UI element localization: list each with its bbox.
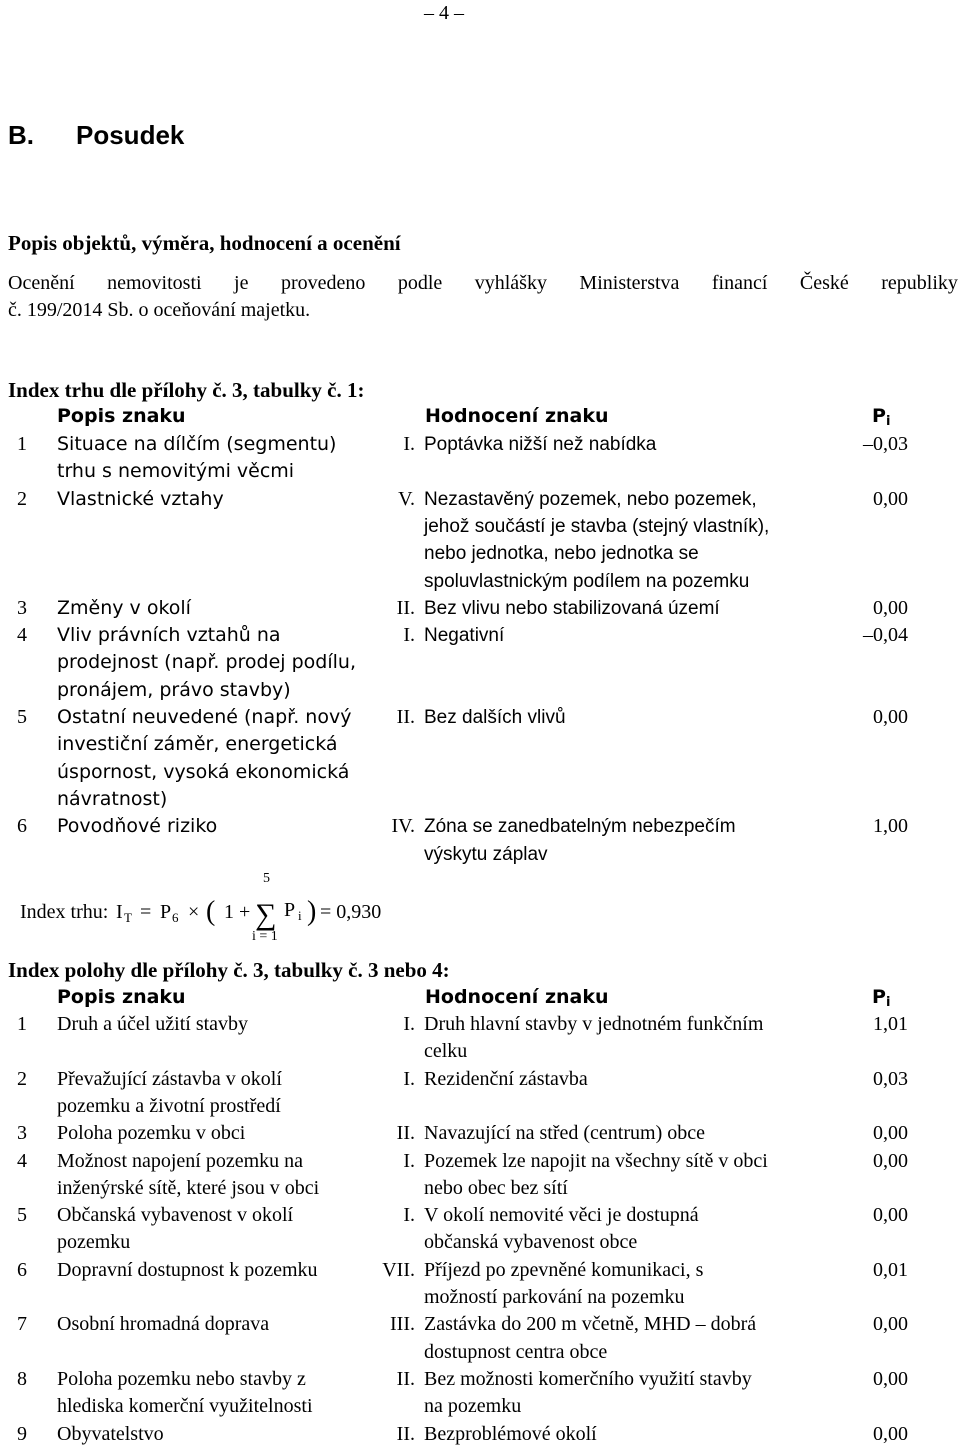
market-header-feature: Popis znaku xyxy=(57,405,186,427)
row-value: 0,00 xyxy=(873,1313,908,1336)
formula-one-plus: 1 + xyxy=(224,901,251,923)
row-rating: Poptávka nižší než nabídka xyxy=(424,434,657,455)
row-level: II. xyxy=(396,706,415,728)
row-feature: Situace na dílčím (segmentu) xyxy=(57,433,337,455)
formula-pi-sub: i xyxy=(298,908,302,923)
row-feature: prodejnost (např. prodej podílu, xyxy=(57,651,356,674)
row-number: 4 xyxy=(17,624,27,647)
row-rating: Bez dalších vlivů xyxy=(424,707,566,728)
row-rating: Bezproblémové okolí xyxy=(424,1422,597,1445)
row-level: I. xyxy=(403,1204,415,1227)
row-rating: možností parkování na pozemku xyxy=(424,1286,685,1308)
row-rating: Rezidenční zástavba xyxy=(424,1067,588,1090)
row-number: 8 xyxy=(17,1367,27,1390)
market-header-p: $P_i$ xyxy=(872,405,891,429)
row-feature: Poloha pozemku nebo stavby z xyxy=(57,1367,306,1390)
row-number: 1 xyxy=(17,433,27,455)
row-rating: Druh hlavní stavby v jednotném funkčním xyxy=(424,1013,764,1035)
section-heading xyxy=(8,122,184,149)
row-rating: nebo jednotka, nebo jednotka se xyxy=(424,543,699,565)
row-value: 0,01 xyxy=(873,1258,908,1281)
row-level: I. xyxy=(403,624,415,647)
section-letter: B. xyxy=(8,120,34,150)
row-value: –0,04 xyxy=(863,624,908,647)
row-value: –0,03 xyxy=(863,433,908,455)
row-level: IV. xyxy=(391,815,415,838)
row-rating: na pozemku xyxy=(424,1395,522,1418)
row-feature: Povodňové riziko xyxy=(57,815,218,838)
row-rating: V okolí nemovité věci je dostupná xyxy=(424,1204,699,1227)
row-rating: občanská vybavenost obce xyxy=(424,1231,638,1254)
row-number: 5 xyxy=(17,1204,27,1227)
row-rating: Bez možnosti komerčního využití stavby xyxy=(424,1367,752,1390)
row-feature: pronájem, právo stavby) xyxy=(57,678,291,701)
row-rating: Zóna se zanedbatelným nebezpečím xyxy=(424,816,736,838)
row-level: I. xyxy=(403,1013,415,1035)
row-rating: Navazující na střed (centrum) obce xyxy=(424,1122,705,1145)
row-feature: Druh a účel užití stavby xyxy=(57,1013,249,1035)
formula-times: × xyxy=(188,901,200,923)
row-rating: Pozemek lze napojit na všechny sítě v obci xyxy=(424,1149,768,1172)
row-value: 0,00 xyxy=(873,596,908,619)
formula-result: = 0,930 xyxy=(320,901,382,923)
row-rating: Nezastavěný pozemek, nebo pozemek, xyxy=(424,488,757,510)
market-header-rating: Hodnocení znaku xyxy=(425,405,609,427)
row-rating: Příjezd po zpevněné komunikaci, s xyxy=(424,1258,704,1281)
formula-paren-open: ( xyxy=(206,896,216,927)
row-number: 9 xyxy=(17,1422,27,1445)
row-number: 6 xyxy=(17,1258,27,1281)
row-feature: Osobní hromadná doprava xyxy=(57,1313,270,1336)
row-rating: Negativní xyxy=(424,625,505,647)
page-number: – 4 – xyxy=(424,2,464,24)
row-feature: Vlastnické vztahy xyxy=(57,487,224,510)
row-level: II. xyxy=(396,1422,415,1445)
row-feature: pozemku xyxy=(57,1231,131,1254)
formula-p6: P xyxy=(160,901,172,923)
row-feature: hlediska komerční využitelnosti xyxy=(57,1395,313,1418)
market-index-formula xyxy=(18,862,418,946)
row-level: I. xyxy=(403,433,415,455)
page-title: Popis objektů, výměra, hodnocení a ocenění xyxy=(8,231,401,255)
location-header-rating: Hodnocení znaku xyxy=(425,986,609,1008)
row-feature: Dopravní dostupnost k pozemku xyxy=(57,1258,318,1281)
row-level: II. xyxy=(396,1367,415,1390)
row-value: 0,00 xyxy=(873,1204,908,1227)
row-value: 0,00 xyxy=(873,1367,908,1390)
row-feature: Změny v okolí xyxy=(57,596,191,619)
row-level: I. xyxy=(403,1149,415,1172)
row-feature: návratnost) xyxy=(57,787,168,810)
row-feature: Občanská vybavenost v okolí xyxy=(57,1204,294,1227)
formula-pi: P xyxy=(284,899,296,921)
row-number: 5 xyxy=(17,706,27,728)
row-number: 1 xyxy=(17,1013,27,1035)
row-rating: nebo obec bez sítí xyxy=(424,1176,568,1199)
row-number: 2 xyxy=(17,487,27,510)
row-feature: Možnost napojení pozemku na xyxy=(57,1149,304,1172)
row-level: II. xyxy=(396,1122,415,1145)
intro-line-2: č. 199/2014 Sb. o oceňování majetku. xyxy=(8,299,311,321)
row-level: V. xyxy=(398,487,415,510)
row-rating: Bez vlivu nebo stabilizovaná území xyxy=(424,597,720,619)
row-number: 6 xyxy=(17,815,27,838)
row-value: 0,03 xyxy=(873,1067,908,1090)
row-number: 3 xyxy=(17,596,27,619)
row-level: I. xyxy=(403,1067,415,1090)
location-header-feature: Popis znaku xyxy=(57,986,186,1008)
row-number: 2 xyxy=(17,1067,27,1090)
row-level: VII. xyxy=(382,1258,415,1281)
row-feature: investiční záměr, energetická xyxy=(57,733,338,756)
formula-label: Index trhu: xyxy=(20,901,109,923)
row-value: 0,00 xyxy=(873,487,908,510)
formula-p6-sub: 6 xyxy=(172,910,179,925)
row-value: 1,01 xyxy=(873,1013,908,1035)
intro-line-1: Ocenění nemovitosti je provedeno podle vyhlášky Ministerstva financí České republiky xyxy=(8,272,958,294)
formula-symbol-sub: T xyxy=(124,910,132,925)
row-rating: Zastávka do 200 m včetně, MHD – dobrá xyxy=(424,1313,757,1336)
row-value: 0,00 xyxy=(873,1122,908,1145)
row-feature: Poloha pozemku v obci xyxy=(57,1122,246,1145)
row-rating: spoluvlastnickým podílem na pozemku xyxy=(424,570,750,592)
row-rating: výskytu záplav xyxy=(424,843,548,865)
formula-sum-top: 5 xyxy=(263,871,270,886)
sum-icon: ∑ xyxy=(255,898,277,931)
row-value: 0,00 xyxy=(873,706,908,728)
row-value: 0,00 xyxy=(873,1149,908,1172)
formula-eq: = xyxy=(140,901,152,923)
row-feature: trhu s nemovitými věcmi xyxy=(57,460,295,483)
row-number: 3 xyxy=(17,1122,27,1145)
row-feature: inženýrské sítě, které jsou v obci xyxy=(57,1176,320,1199)
row-rating: dostupnost centra obce xyxy=(424,1340,608,1363)
row-feature: úspornost, vysoká ekonomická xyxy=(57,760,350,783)
market-index-title: Index trhu dle přílohy č. 3, tabulky č. 1: xyxy=(8,378,365,402)
formula-symbol: I xyxy=(116,901,123,923)
section-title: Posudek xyxy=(76,120,185,150)
row-feature: Převažující zástavba v okolí xyxy=(57,1067,282,1090)
location-header-p: $P_i$ xyxy=(872,986,891,1010)
formula-sum-bottom: i = 1 xyxy=(252,929,278,944)
row-rating: jehož součástí je stavba (stejný vlastník), xyxy=(424,515,770,537)
row-rating: celku xyxy=(424,1040,468,1063)
row-value: 0,00 xyxy=(873,1422,908,1445)
row-feature: pozemku a životní prostředí xyxy=(57,1094,281,1117)
row-feature: Obyvatelstvo xyxy=(57,1422,164,1445)
location-index-title: Index polohy dle přílohy č. 3, tabulky č. 3 nebo 4: xyxy=(8,958,450,982)
formula-paren-close: ) xyxy=(307,896,317,927)
row-value: 1,00 xyxy=(873,815,908,838)
row-feature: Vliv právních vztahů na xyxy=(57,624,281,647)
row-number: 4 xyxy=(17,1149,27,1172)
row-level: II. xyxy=(396,596,415,619)
row-feature: Ostatní neuvedené (např. nový xyxy=(57,706,352,728)
row-number: 7 xyxy=(17,1313,27,1336)
row-level: III. xyxy=(390,1313,415,1336)
